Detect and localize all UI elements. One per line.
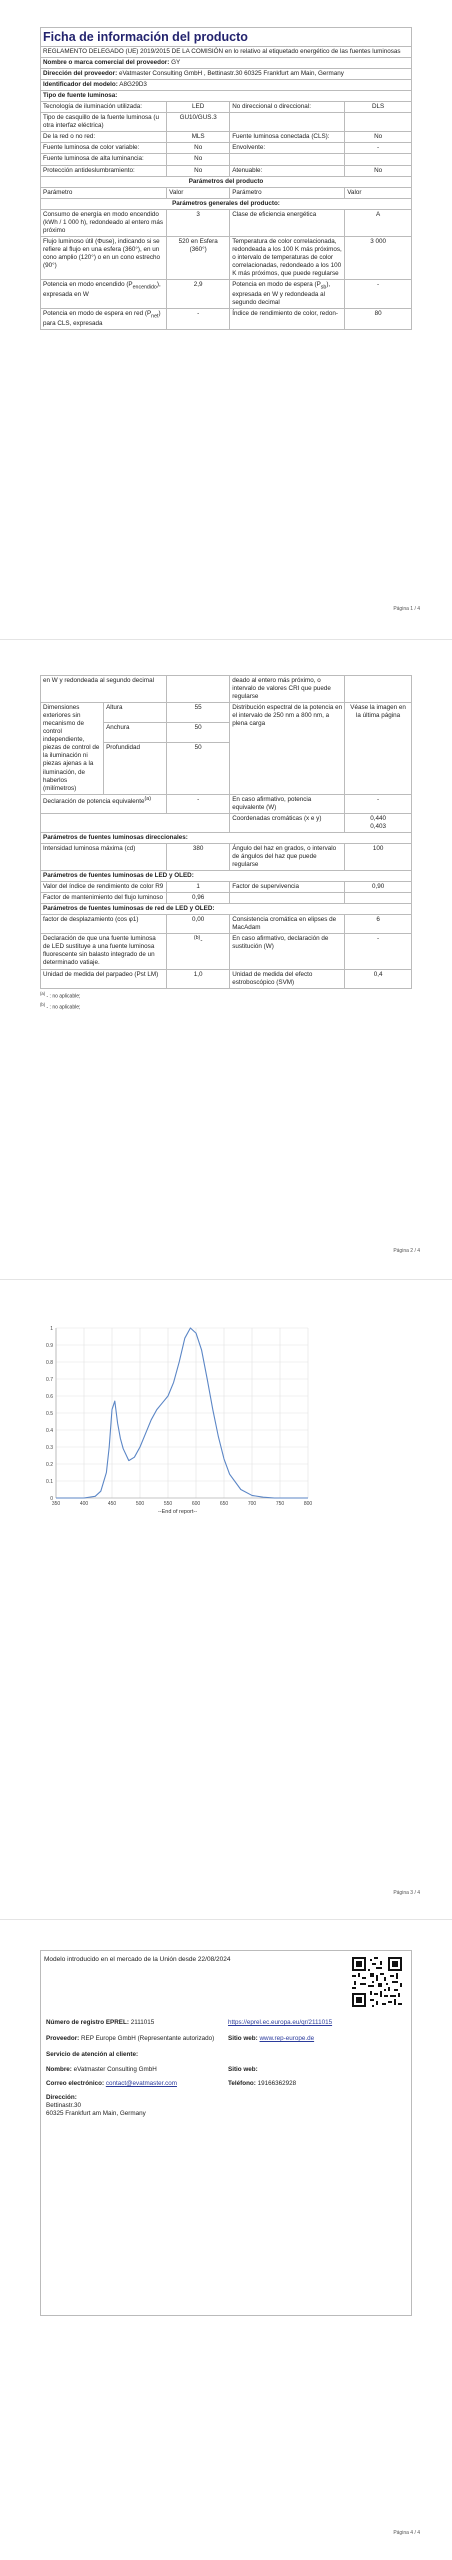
y-tick-label: 0.1: [46, 1478, 53, 1485]
name-label: Nombre:: [46, 2066, 72, 2074]
provider-value: REP Europe GmbH (Representante autorizado): [81, 2035, 215, 2043]
x-tick-label: 650: [219, 1501, 229, 1507]
height-label: Altura: [104, 703, 167, 723]
chroma-value: 0,440 0,403: [345, 813, 412, 832]
y-tick-label: 0: [50, 1495, 53, 1502]
page-2: [0, 640, 452, 1280]
page-number: Página 2 / 4: [393, 1248, 420, 1254]
hl-value: No: [167, 154, 230, 165]
x-tick-label: 350: [51, 1501, 61, 1507]
model-row: [41, 80, 412, 91]
y-tick-label: 0.5: [46, 1410, 53, 1417]
beam-label: Ángulo del haz en grados, o intervalo de ángulos del haz que puede regularse: [230, 843, 345, 870]
spectral-chart: [40, 1320, 315, 1510]
page-4: [0, 1920, 452, 2560]
address-block: [44, 2091, 408, 2121]
phone-label: Teléfono:: [228, 2080, 256, 2088]
regulation-text: REGLAMENTO DELEGADO (UE) 2019/2015 DE LA COMISIÓN en lo relativo al etiquetado energético de las fuentes luminosas: [41, 47, 412, 58]
supplier-name-label: Nombre o marca comercial del proveedor:: [43, 59, 170, 67]
address-line2: 60325 Frankfurt am Main, Germany: [46, 2110, 146, 2118]
surv-value: 0,90: [345, 882, 412, 893]
connected-label: Fuente luminosa conectada (CLS):: [230, 132, 345, 143]
dimmable-value: No: [345, 165, 412, 176]
width-value: 50: [167, 722, 230, 742]
flux-value: 520 en Esfera (360°): [167, 236, 230, 279]
psb-label: Potencia en modo de espera $(P_{sb})$, expresada en W y redondeada al segundo decimal: [230, 280, 345, 309]
chroma-label: Coordenadas cromáticas (x e y): [230, 813, 345, 832]
general-header: Parámetros generales del producto:: [41, 198, 412, 209]
pnet-label: Potencia en modo de espera en red $(P_{net})$ para CLS, expresada: [41, 309, 167, 330]
page-number: Página 1 / 4: [393, 606, 420, 612]
market-date: Modelo introducido en el mercado de la Unión desde 22/08/2024: [44, 1956, 231, 1963]
nondir-label: No direccional o direccional:: [230, 102, 345, 113]
mains-led-header: Parámetros de fuentes luminosas de red de LED y OLED:: [41, 904, 412, 915]
col-param-1: Parámetro: [41, 187, 167, 198]
service-header: Servicio de atención al cliente:: [46, 2051, 139, 2059]
intensity-value: 380: [167, 843, 230, 870]
nondir-value: DLS: [345, 102, 412, 113]
dphi-label: factor de desplazamiento (cos φ1): [41, 915, 167, 934]
dims-label: Dimensiones exteriores sin mecanismo de control independiente, piezas de control de la iluminación ni piezas ajenas a la iluminación, de haberlos (milímetros): [41, 703, 104, 795]
qr-code: [352, 1957, 402, 2007]
psb-value: -: [345, 280, 412, 309]
mains-label: De la red o no red:: [41, 132, 167, 143]
address-line1: Bettinastr.30: [46, 2102, 82, 2110]
pnet-cont: en W y redondeada al segundo decimal: [41, 676, 167, 703]
colcons-label: Consistencia cromática en elipses de MacAdam: [230, 915, 345, 934]
hl-label: Fuente luminosa de alta luminancia:: [41, 154, 167, 165]
y-tick-label: 0.4: [46, 1427, 53, 1434]
product-params-table: [40, 675, 412, 989]
colcons-value: 6: [345, 915, 412, 934]
dimmable-label: Atenuable:: [230, 165, 345, 176]
cct-label: Temperatura de color correlacionada, redondeada a los 100 K más próximos, o intervalo de temperaturas de color correlacionadas, redondeado a los 100 K más próximos, que puede regularse: [230, 236, 345, 279]
strobo-label: Unidad de medida del efecto estroboscópico (SVM): [230, 969, 345, 988]
cct-value: 3 000: [345, 236, 412, 279]
intensity-label: Intensidad luminosa máxima (cd): [41, 843, 167, 870]
provider-label: Proveedor:: [46, 2035, 80, 2043]
tech-label: Tecnología de iluminación utilizada:: [41, 102, 167, 113]
strobo-value: 0,4: [345, 969, 412, 988]
beam-value: 100: [345, 843, 412, 870]
website-link[interactable]: www.rep-europe.de: [259, 2035, 315, 2043]
params-header: Parámetros del producto: [41, 176, 412, 187]
x-tick-label: 400: [79, 1501, 89, 1507]
supplier-address-row: [41, 69, 412, 80]
colour-label: Fuente luminosa de color variable:: [41, 143, 167, 154]
mains-value: MLS: [167, 132, 230, 143]
flicker-label: Unidad de medida del parpadeo (Pst LM): [41, 969, 167, 988]
maint-label: Factor de mantenimiento del flujo luminoso: [41, 893, 167, 904]
glare-value: No: [167, 165, 230, 176]
contact-table: [44, 2015, 408, 2311]
model-value: A8G29D3: [119, 81, 147, 89]
envelope-label: Envolvente:: [230, 143, 345, 154]
fluor-label: Declaración de que una fuente luminosa de LED sustituye a una fuente luminosa fluorescente sin balasto integrado de un determinado vatiaje.: [41, 934, 167, 969]
cri-value: 80: [345, 309, 412, 330]
spd-value: Véase la imagen en la última página: [345, 703, 412, 795]
supplier-address-label: Dirección del proveedor:: [43, 70, 118, 78]
tech-value: LED: [167, 102, 230, 113]
flux-label: Flujo luminoso útil (Φuse), indicando si se refiere al flujo en una esfera (360°), en un cono amplio (120°) o en un cono estrecho (90°): [41, 236, 167, 279]
depth-value: 50: [167, 742, 230, 794]
model-label: Identificador del modelo:: [43, 81, 118, 89]
glare-label: Protección antideslumbramiento:: [41, 165, 167, 176]
fluor-w-value: -: [345, 934, 412, 969]
x-tick-label: 600: [191, 1501, 201, 1507]
web2-label: Sitio web:: [228, 2066, 258, 2074]
supplier-name-row: [41, 58, 412, 69]
footnote-b: $^{(b)}$ - : no aplicable;: [40, 1001, 81, 1011]
class-label: Clase de eficiencia energética: [230, 209, 345, 236]
y-tick-label: 0.7: [46, 1376, 53, 1383]
class-value: A: [345, 209, 412, 236]
r9-value: 1: [167, 882, 230, 893]
equiv-value: -: [167, 794, 230, 813]
pnet-value: -: [167, 309, 230, 330]
equiv-label: Declaración de potencia equivalente$^{(a)}$: [41, 794, 167, 813]
cri-cont: deado al entero más próximo, o intervalo de valores CRI que puede regularse: [230, 676, 345, 703]
address-label: Dirección:: [46, 2094, 77, 2102]
col-param-2: Parámetro: [230, 187, 345, 198]
eprel-label: Número de registro EPREL:: [46, 2019, 129, 2026]
width-label: Anchura: [104, 722, 167, 742]
email-label: Correo electrónico:: [46, 2080, 105, 2088]
footnote-a: $^{(a)}$ - : no aplicable;: [40, 990, 81, 1000]
x-tick-label: 450: [107, 1501, 117, 1507]
colour-value: No: [167, 143, 230, 154]
spd-label: Distribución espectral de la potencia en el intervalo de 250 nm a 800 nm, a plena carga: [230, 703, 345, 795]
x-tick-label: 500: [135, 1501, 145, 1507]
equiv-power-value: -: [345, 794, 412, 813]
supplier-address-value: eVatmaster Consulting GmbH , Bettinastr.30 60325 Frankfurt am Main, Germany: [118, 70, 344, 78]
connected-value: No: [345, 132, 412, 143]
pon-value: 2,9: [167, 280, 230, 309]
product-info-table: [40, 27, 412, 330]
x-tick-label: 800: [303, 1501, 313, 1507]
dir-header: Parámetros de fuentes luminosas direccionales:: [41, 832, 412, 843]
energy-value: 3: [167, 209, 230, 236]
page-3: [0, 1280, 452, 1920]
fluor-value: $^{(b)}$-: [167, 934, 230, 969]
y-tick-label: 0.2: [46, 1461, 53, 1468]
email-link[interactable]: contact@evatmaster.com: [105, 2080, 177, 2088]
supplier-name-value: GY: [171, 59, 181, 67]
pon-label: Potencia en modo encendido $(P_{encendido})$, expresada en W: [41, 280, 167, 309]
dphi-value: 0,00: [167, 915, 230, 934]
y-tick-label: 0.6: [46, 1393, 53, 1400]
page-number: Página 4 / 4: [393, 2530, 420, 2536]
maint-value: 0,96: [167, 893, 230, 904]
fluor-w-label: En caso afirmativo, declaración de sustitución (W): [230, 934, 345, 969]
equiv-power-label: En caso afirmativo, potencia equivalente (W): [230, 794, 345, 813]
x-tick-label: 750: [275, 1501, 285, 1507]
name-value: eVatmaster Consulting GmbH: [73, 2066, 157, 2074]
website-label: Sitio web:: [228, 2035, 258, 2043]
envelope-value: -: [345, 143, 412, 154]
page-1: [0, 0, 452, 640]
y-tick-label: 1: [50, 1325, 53, 1332]
col-value-1: Valor: [167, 187, 230, 198]
cap-value: GU10/GUS.3: [167, 113, 230, 132]
cap-label: Tipo de casquillo de la fuente luminosa (u otra interfaz eléctrica): [41, 113, 167, 132]
energy-label: Consumo de energía en modo encendido (kWh / 1 000 h), redondeado al entero más próximo: [41, 209, 167, 236]
end-of-report: --End of report--: [157, 1509, 198, 1515]
height-value: 55: [167, 703, 230, 723]
page-number: Página 3 / 4: [393, 1890, 420, 1896]
r9-label: Valor del índice de rendimiento de color R9: [41, 882, 167, 893]
eprel-link[interactable]: https://eprel.ec.europa.eu/qr/2111015: [228, 2019, 333, 2026]
col-value-2: Valor: [345, 187, 412, 198]
depth-label: Profundidad: [104, 742, 167, 794]
y-tick-label: 0.3: [46, 1444, 53, 1451]
phone-value: 19166362928: [257, 2080, 297, 2088]
type-header: Tipo de fuente luminosa:: [41, 91, 412, 102]
led-header: Parámetros de fuentes luminosas de LED y OLED:: [41, 871, 412, 882]
x-tick-label: 700: [247, 1501, 257, 1507]
page-title: Ficha de información del producto: [41, 28, 412, 47]
flicker-value: 1,0: [167, 969, 230, 988]
y-tick-label: 0.8: [46, 1359, 53, 1366]
eprel-value: 2111015: [130, 2019, 155, 2026]
x-tick-label: 550: [163, 1501, 173, 1507]
cri-label: Índice de rendimiento de color, redon-: [230, 309, 345, 330]
surv-label: Factor de supervivencia: [230, 882, 345, 893]
y-tick-label: 0.9: [46, 1342, 53, 1349]
